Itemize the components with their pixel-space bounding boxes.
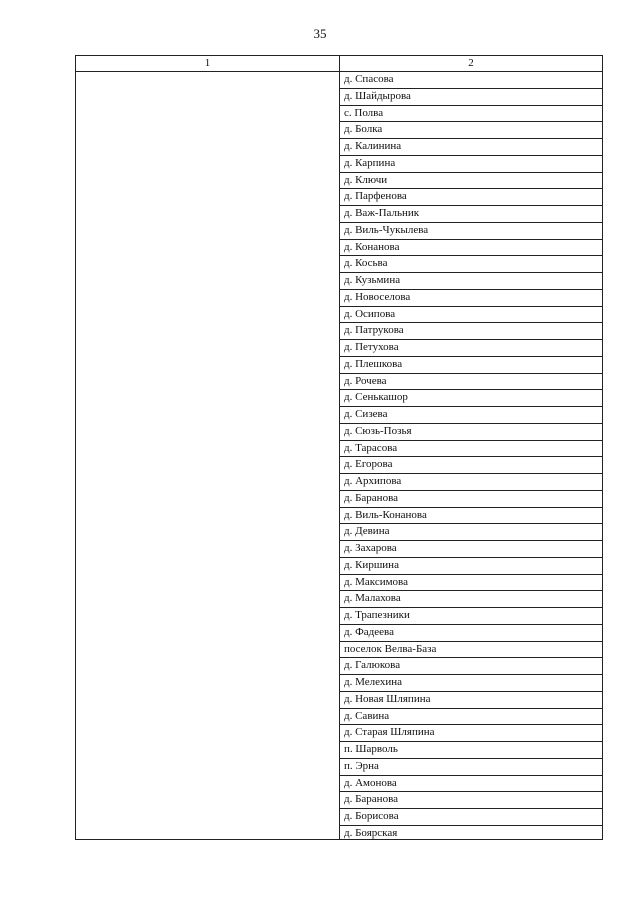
table-row: д. Киршина [340,558,602,575]
table-row: д. Фадеева [340,625,602,642]
table-row: д. Егорова [340,457,602,474]
table-row: д. Осипова [340,307,602,324]
table-row: поселок Велва-База [340,642,602,659]
table-row: д. Рочева [340,374,602,391]
table-row: д. Кузьмина [340,273,602,290]
table-row: д. Петухова [340,340,602,357]
table-row: д. Сенькашор [340,390,602,407]
column-2-rows [340,72,602,843]
table-row: д. Мелехина [340,675,602,692]
table-row: д. Виль-Конанова [340,508,602,525]
table-row: д. Борисова [340,809,602,826]
table-row: д. Сюзь-Позья [340,424,602,441]
table-row: д. Савина [340,709,602,726]
table-row: д. Виль-Чукылева [340,223,602,240]
table-row: д. Баранова [340,792,602,809]
column-1-header: 1 [204,57,211,69]
column-2-header: 2 [468,57,474,69]
table-row: д. Максимова [340,575,602,592]
table-row: д. Косьва [340,256,602,273]
table-row: д. Баранова [340,491,602,508]
table-row: д. Ключи [340,173,602,190]
table-row: с. Полва [340,106,602,123]
settlements-table [75,55,603,840]
table-row: д. Карпина [340,156,602,173]
table-row: п. Эрна [340,759,602,776]
table-row: д. Патрукова [340,323,602,340]
table-row: д. Плешкова [340,357,602,374]
table-row: д. Болка [340,122,602,139]
table-row: п. Шарволь [340,742,602,759]
table-row: д. Сизева [340,407,602,424]
table-row: д. Девина [340,524,602,541]
page-number: 35 [313,26,327,41]
table-row: д. Парфенова [340,189,602,206]
table-header-row [76,56,602,72]
table-row: д. Шайдырова [340,89,602,106]
table-row: д. Захарова [340,541,602,558]
table-row: д. Амонова [340,776,602,793]
table-row: д. Калинина [340,139,602,156]
table-row: д. Архипова [340,474,602,491]
table-row: д. Новая Шляпина [340,692,602,709]
table-row: д. Трапезники [340,608,602,625]
table-row: д. Тарасова [340,441,602,458]
table-row: д. Конанова [340,240,602,257]
table-row: д. Важ-Пальник [340,206,602,223]
table-row: д. Спасова [340,72,602,89]
table-row: д. Новоселова [340,290,602,307]
table-row: д. Старая Шляпина [340,725,602,742]
table-row: д. Боярская [344,826,398,839]
table-row: д. Малахова [340,591,602,608]
table-row: д. Галюкова [340,658,602,675]
